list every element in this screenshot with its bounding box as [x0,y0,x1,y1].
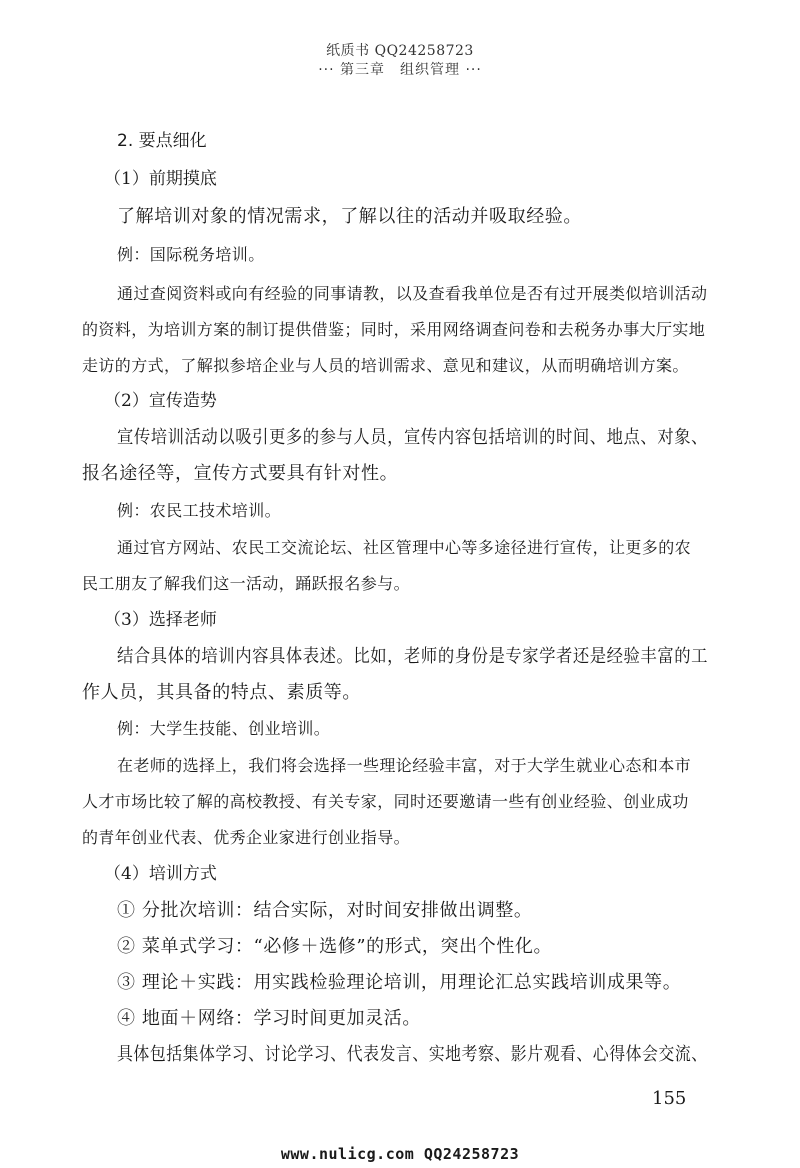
list-item: ④ 地面＋网络：学习时间更加灵活。 [117,1008,421,1029]
paragraph-line: 报名途径等，宣传方式要具有针对性。 [82,463,399,484]
example-line: 的青年创业代表、优秀企业家进行创业指导。 [82,828,411,847]
paragraph-line: 了解培训对象的情况需求，了解以往的活动并吸取经验。 [117,206,582,227]
example-line: 通过查阅资料或向有经验的同事请教，以及查看我单位是否有过开展类似培训活动 [117,284,708,303]
example-line: 民工朋友了解我们这一活动，踊跃报名参与。 [82,574,411,593]
example-line: 在老师的选择上，我们将会选择一些理论经验丰富，对于大学生就业心态和本市 [117,756,692,775]
page-header-book-label: 纸质书 QQ24258723 [326,43,474,59]
list-item: ② 菜单式学习：“必修＋选修”的形式，突出个性化。 [117,936,553,957]
subsection-title-4: （4）培训方式 [104,864,217,884]
list-item: ① 分批次培训：结合实际，对时间安排做出调整。 [117,900,533,921]
footer-watermark: www.nulicg.com QQ24258723 [280,1145,520,1163]
section-heading: 2. 要点细化 [117,131,207,151]
page-number: 155 [652,1088,687,1109]
subsection-title-2: （2）宣传造势 [104,391,217,411]
paragraph-line: 具体包括集体学习、讨论学习、代表发言、实地考察、影片观看、心得体会交流、 [117,1044,708,1065]
example-line: 的资料，为培训方案的制订提供借鉴；同时，采用网络调查问卷和去税务办事大厅实地 [82,320,706,339]
example-label: 例：大学生技能、创业培训。 [117,719,331,738]
subsection-title-3: （3）选择老师 [104,610,217,630]
list-item: ③ 理论＋实践：用实践检验理论培训，用理论汇总实践培训成果等。 [117,972,682,993]
example-line: 走访的方式，了解拟参培企业与人员的培训需求、意见和建议，从而明确培训方案。 [82,356,689,375]
example-line: 人才市场比较了解的高校教授、有关专家，同时还要邀请一些有创业经验、创业成功 [82,792,689,811]
paragraph-line: 结合具体的培训内容具体表述。比如，老师的身份是专家学者还是经验丰富的工 [117,646,708,667]
example-label: 例：农民工技术培训。 [117,501,282,520]
page-header-chapter: ··· 第三章 组织管理 ··· [318,62,482,78]
paragraph-line: 作人员，其具备的特点、素质等。 [82,682,361,703]
paragraph-line: 宣传培训活动以吸引更多的参与人员，宣传内容包括培训的时间、地点、对象、 [117,427,708,448]
example-line: 通过官方网站、农民工交流论坛、社区管理中心等多途径进行宣传，让更多的农 [117,538,692,557]
subsection-title-1: （1）前期摸底 [104,169,217,189]
example-label: 例：国际税务培训。 [117,245,265,264]
